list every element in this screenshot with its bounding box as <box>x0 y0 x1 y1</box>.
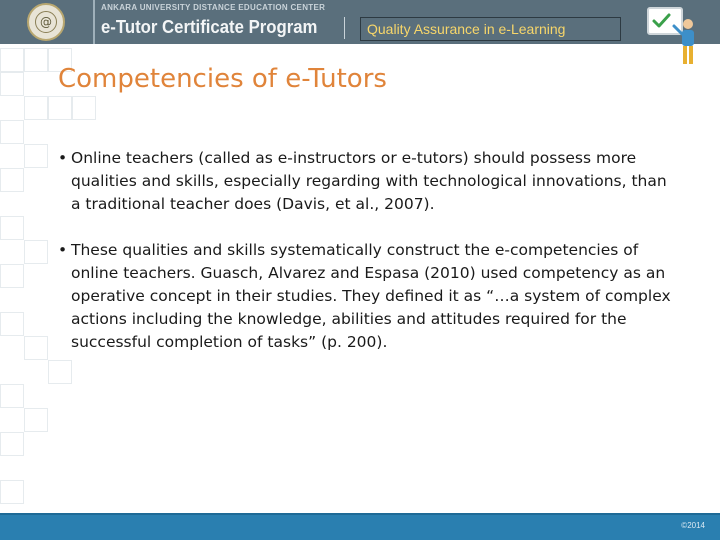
grid-square <box>0 48 24 72</box>
bullet-text: Online teachers (called as e-instructors or e-tutors) should possess more qualities and skills, especially regarding with technological innovations, than a traditional teacher does (Davis, et al., 2007). <box>71 149 667 213</box>
grid-square <box>24 96 48 120</box>
grid-square <box>0 264 24 288</box>
bullet-item <box>58 147 678 216</box>
grid-square <box>0 72 24 96</box>
grid-square <box>0 384 24 408</box>
teacher-at-board-icon <box>644 4 714 66</box>
grid-square <box>0 312 24 336</box>
grid-square <box>24 336 48 360</box>
grid-square <box>0 216 24 240</box>
grid-square <box>24 48 48 72</box>
university-seal-icon <box>27 3 65 41</box>
grid-square <box>24 408 48 432</box>
grid-square <box>0 120 24 144</box>
grid-square <box>0 480 24 504</box>
header-divider <box>93 0 95 44</box>
bullet-mark: • <box>58 241 68 259</box>
university-name: ANKARA UNIVERSITY DISTANCE EDUCATION CENTER <box>101 3 326 12</box>
header-separator <box>344 17 345 39</box>
bullet-text: These qualities and skills systematically construct the e-competencies of online teachers. Guasch, Alvarez and Espasa (2010) used competency as an operative concept in their studies. They defined it as “…a system of complex actions including the knowledge, abilities and attitudes required for the successful completion of tasks” (p. 200). <box>71 241 671 351</box>
grid-square <box>48 96 72 120</box>
bullet-mark: • <box>58 149 68 167</box>
grid-square <box>0 432 24 456</box>
grid-square <box>0 168 24 192</box>
footer-bar <box>0 513 720 540</box>
grid-square <box>24 240 48 264</box>
copyright-notice: ©2014 <box>681 521 705 530</box>
grid-square <box>24 144 48 168</box>
slide-title: Competencies of e-Tutors <box>58 64 387 94</box>
course-title: Quality Assurance in e-Learning <box>360 17 621 41</box>
bullet-item <box>58 239 678 354</box>
bullet-list <box>58 147 678 377</box>
logo-mark: @ <box>35 11 57 33</box>
program-title: e-Tutor Certificate Program <box>101 17 318 37</box>
footer-divider <box>0 513 720 515</box>
grid-square <box>72 96 96 120</box>
